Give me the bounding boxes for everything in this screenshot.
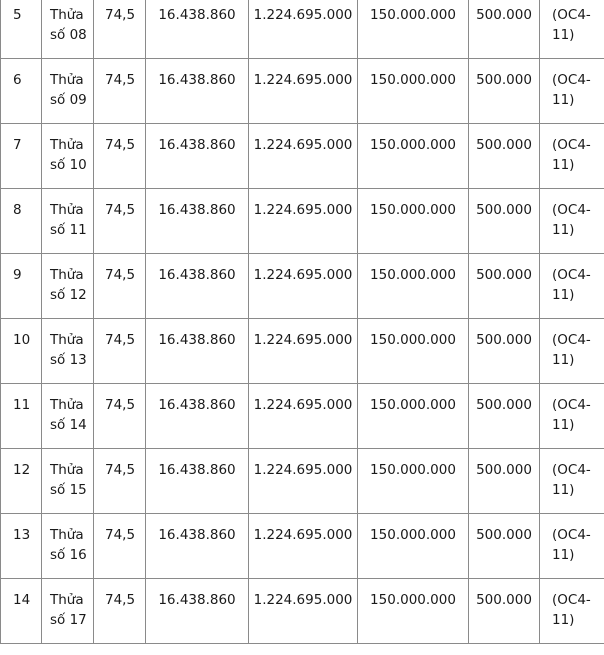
cell-code-text: 11) [552, 157, 575, 173]
cell-index-text: 5 [13, 7, 22, 23]
cell-parcel-text: Thửa [50, 267, 84, 283]
cell-deposit-text: 150.000.000 [370, 527, 456, 543]
cell-index-text: 6 [13, 72, 22, 88]
table-row [1, 124, 604, 189]
cell-deposit [358, 0, 469, 59]
cell-parcel [42, 449, 94, 514]
cell-unit-price [146, 59, 249, 124]
cell-deposit-text: 150.000.000 [370, 72, 456, 88]
cell-code-text: (OC4- [552, 267, 591, 283]
cell-total-price [249, 254, 358, 319]
cell-area-text: 74,5 [105, 527, 136, 543]
cell-unit-price-text: 16.438.860 [158, 202, 236, 218]
cell-index [1, 189, 42, 254]
cell-index-text: 14 [13, 592, 31, 608]
cell-fee [469, 449, 540, 514]
cell-parcel-text: số 12 [50, 287, 87, 303]
cell-fee [469, 189, 540, 254]
cell-deposit [358, 449, 469, 514]
cell-code [540, 0, 604, 59]
cell-code-text: 11) [552, 27, 575, 43]
cell-area [94, 189, 146, 254]
cell-total-price-text: 1.224.695.000 [253, 332, 353, 348]
cell-unit-price [146, 0, 249, 59]
cell-parcel-text: Thửa [50, 72, 84, 88]
cell-fee-text: 500.000 [476, 137, 532, 153]
cell-code [540, 449, 604, 514]
cell-code-text: 11) [552, 352, 575, 368]
cell-code-text: 11) [552, 612, 575, 628]
cell-code-text: (OC4- [552, 72, 591, 88]
cell-parcel-text: số 16 [50, 547, 87, 563]
cell-parcel-text: Thửa [50, 202, 84, 218]
table-row [1, 254, 604, 319]
cell-code-text: (OC4- [552, 7, 591, 23]
cell-parcel [42, 254, 94, 319]
cell-unit-price-text: 16.438.860 [158, 462, 236, 478]
cell-code [540, 319, 604, 384]
cell-deposit-text: 150.000.000 [370, 462, 456, 478]
cell-fee-text: 500.000 [476, 332, 532, 348]
cell-code-text: 11) [552, 287, 575, 303]
cell-fee [469, 124, 540, 189]
cell-index [1, 449, 42, 514]
cell-area [94, 384, 146, 449]
cell-code-text: (OC4- [552, 202, 591, 218]
cell-deposit-text: 150.000.000 [370, 332, 456, 348]
cell-unit-price [146, 254, 249, 319]
cell-area-text: 74,5 [105, 267, 136, 283]
table-row [1, 59, 604, 124]
table-row [1, 384, 604, 449]
cell-unit-price [146, 124, 249, 189]
cell-index-text: 7 [13, 137, 22, 153]
cell-deposit-text: 150.000.000 [370, 202, 456, 218]
cell-deposit-text: 150.000.000 [370, 267, 456, 283]
cell-fee [469, 384, 540, 449]
cell-parcel [42, 319, 94, 384]
cell-fee [469, 0, 540, 59]
cell-fee-text: 500.000 [476, 72, 532, 88]
cell-unit-price-text: 16.438.860 [158, 332, 236, 348]
cell-code-text: (OC4- [552, 137, 591, 153]
cell-parcel-text: Thửa [50, 527, 84, 543]
cell-unit-price [146, 384, 249, 449]
cell-deposit-text: 150.000.000 [370, 7, 456, 23]
cell-parcel-text: số 14 [50, 417, 87, 433]
cell-parcel-text: số 17 [50, 612, 87, 628]
cell-area [94, 579, 146, 644]
cell-code [540, 254, 604, 319]
cell-deposit [358, 384, 469, 449]
cell-parcel-text: Thửa [50, 137, 84, 153]
cell-total-price [249, 514, 358, 579]
cell-total-price-text: 1.224.695.000 [253, 7, 353, 23]
cell-parcel-text: Thửa [50, 397, 84, 413]
cell-fee-text: 500.000 [476, 7, 532, 23]
cell-fee-text: 500.000 [476, 397, 532, 413]
cell-area [94, 59, 146, 124]
cell-unit-price-text: 16.438.860 [158, 592, 236, 608]
cell-parcel-text: Thửa [50, 7, 84, 23]
cell-total-price [249, 449, 358, 514]
cell-total-price [249, 579, 358, 644]
cell-code [540, 579, 604, 644]
cell-index [1, 254, 42, 319]
cell-unit-price [146, 449, 249, 514]
cell-deposit [358, 579, 469, 644]
cell-code [540, 124, 604, 189]
cell-index [1, 384, 42, 449]
cell-total-price [249, 124, 358, 189]
cell-parcel-text: Thửa [50, 592, 84, 608]
cell-code-text: (OC4- [552, 397, 591, 413]
cell-parcel-text: Thửa [50, 332, 84, 348]
cell-total-price [249, 0, 358, 59]
cell-deposit [358, 514, 469, 579]
cell-code-text: 11) [552, 417, 575, 433]
cell-total-price [249, 189, 358, 254]
cell-index [1, 59, 42, 124]
cell-unit-price-text: 16.438.860 [158, 72, 236, 88]
cell-fee-text: 500.000 [476, 462, 532, 478]
cell-code [540, 384, 604, 449]
cell-area [94, 124, 146, 189]
cell-deposit-text: 150.000.000 [370, 592, 456, 608]
cell-parcel-text: số 10 [50, 157, 87, 173]
cell-parcel [42, 579, 94, 644]
cell-area [94, 0, 146, 59]
table-row [1, 189, 604, 254]
cell-deposit [358, 124, 469, 189]
cell-parcel-text: số 11 [50, 222, 87, 238]
cell-area [94, 449, 146, 514]
cell-fee-text: 500.000 [476, 527, 532, 543]
cell-area-text: 74,5 [105, 202, 136, 218]
cell-total-price-text: 1.224.695.000 [253, 202, 353, 218]
cell-fee [469, 579, 540, 644]
table-row [1, 449, 604, 514]
cell-unit-price [146, 319, 249, 384]
cell-total-price-text: 1.224.695.000 [253, 462, 353, 478]
cell-code-text: (OC4- [552, 462, 591, 478]
cell-total-price [249, 319, 358, 384]
cell-code-text: 11) [552, 482, 575, 498]
cell-index [1, 514, 42, 579]
cell-parcel-text: số 15 [50, 482, 87, 498]
cell-area [94, 254, 146, 319]
cell-area-text: 74,5 [105, 137, 136, 153]
cell-code-text: 11) [552, 547, 575, 563]
table-row [1, 579, 604, 644]
cell-unit-price-text: 16.438.860 [158, 527, 236, 543]
cell-parcel [42, 59, 94, 124]
cell-deposit [358, 59, 469, 124]
table-row [1, 319, 604, 384]
cell-code-text: (OC4- [552, 592, 591, 608]
cell-code-text: (OC4- [552, 527, 591, 543]
cell-total-price-text: 1.224.695.000 [253, 592, 353, 608]
cell-unit-price [146, 579, 249, 644]
table-row [1, 514, 604, 579]
cell-total-price-text: 1.224.695.000 [253, 397, 353, 413]
cell-parcel-text: số 13 [50, 352, 87, 368]
cell-parcel-text: số 08 [50, 27, 87, 43]
cell-code-text: 11) [552, 92, 575, 108]
cell-area-text: 74,5 [105, 397, 136, 413]
cell-parcel-text: số 09 [50, 92, 87, 108]
cell-index [1, 579, 42, 644]
cell-area-text: 74,5 [105, 592, 136, 608]
cell-fee-text: 500.000 [476, 267, 532, 283]
cell-parcel [42, 514, 94, 579]
cell-code-text: 11) [552, 222, 575, 238]
cell-index [1, 0, 42, 59]
table-row [1, 0, 604, 59]
cell-fee-text: 500.000 [476, 202, 532, 218]
cell-index-text: 10 [13, 332, 31, 348]
cell-fee [469, 319, 540, 384]
cell-fee [469, 514, 540, 579]
cell-total-price-text: 1.224.695.000 [253, 137, 353, 153]
cell-unit-price-text: 16.438.860 [158, 267, 236, 283]
cell-parcel [42, 124, 94, 189]
cell-code [540, 514, 604, 579]
cell-deposit [358, 189, 469, 254]
cell-index-text: 8 [13, 202, 22, 218]
cell-index [1, 319, 42, 384]
cell-unit-price [146, 514, 249, 579]
cell-unit-price [146, 189, 249, 254]
cell-code [540, 189, 604, 254]
cell-index-text: 11 [13, 397, 31, 413]
cell-parcel [42, 0, 94, 59]
cell-area-text: 74,5 [105, 72, 136, 88]
cell-total-price-text: 1.224.695.000 [253, 72, 353, 88]
table-bottom-edge [0, 650, 604, 655]
cell-deposit-text: 150.000.000 [370, 137, 456, 153]
cell-fee [469, 59, 540, 124]
table-body [1, 0, 604, 644]
cell-index-text: 9 [13, 267, 22, 283]
cell-total-price-text: 1.224.695.000 [253, 267, 353, 283]
cell-code [540, 59, 604, 124]
cell-total-price-text: 1.224.695.000 [253, 527, 353, 543]
cell-unit-price-text: 16.438.860 [158, 397, 236, 413]
cell-area-text: 74,5 [105, 462, 136, 478]
cell-unit-price-text: 16.438.860 [158, 137, 236, 153]
cell-area-text: 74,5 [105, 7, 136, 23]
cell-total-price [249, 384, 358, 449]
cell-index [1, 124, 42, 189]
cell-code-text: (OC4- [552, 332, 591, 348]
cell-deposit [358, 319, 469, 384]
cell-index-text: 12 [13, 462, 31, 478]
cell-unit-price-text: 16.438.860 [158, 7, 236, 23]
cell-area [94, 514, 146, 579]
cell-area-text: 74,5 [105, 332, 136, 348]
cell-fee-text: 500.000 [476, 592, 532, 608]
cell-fee [469, 254, 540, 319]
cell-deposit [358, 254, 469, 319]
cell-total-price [249, 59, 358, 124]
cell-parcel [42, 189, 94, 254]
cell-parcel [42, 384, 94, 449]
cell-index-text: 13 [13, 527, 31, 543]
cell-parcel-text: Thửa [50, 462, 84, 478]
cell-deposit-text: 150.000.000 [370, 397, 456, 413]
cell-area [94, 319, 146, 384]
